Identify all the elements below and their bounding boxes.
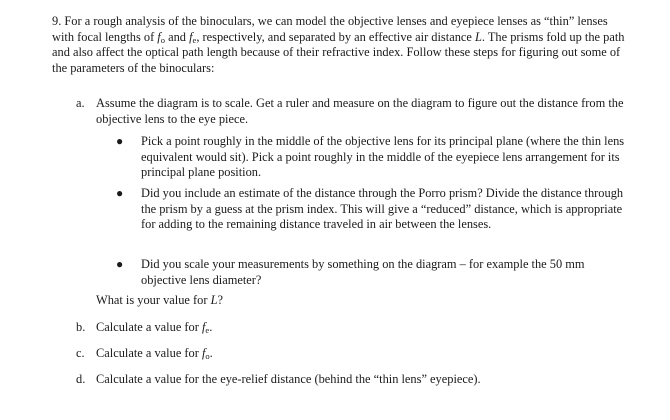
bullet-3 bbox=[116, 257, 626, 288]
bullet-icon: ● bbox=[116, 134, 124, 148]
part-d-text: Calculate a value for the eye-relief distance (behind the “thin lens” eyepiece). bbox=[96, 372, 481, 386]
bullet-text: Pick a point roughly in the middle of the objective lens for its principal plane (where the thin lens equivalent would sit). Pick a point roughly in the middle of the eyepiece lens arrangement for its principal plane position. bbox=[141, 134, 625, 180]
part-a-marker: a. bbox=[76, 96, 85, 110]
part-d bbox=[76, 372, 636, 388]
part-b-text: Calculate a value for $f_e$. bbox=[96, 320, 213, 335]
bullet-1 bbox=[116, 134, 626, 181]
part-d-marker: d. bbox=[76, 372, 86, 386]
part-b-marker: b. bbox=[76, 320, 86, 334]
bullet-icon: ● bbox=[116, 257, 124, 271]
problem-intro-text: 9. For a rough analysis of the binoculars, we can model the objective lenses and eyepiece lenses as “thin” lenses with focal lengths of $f_o$ and $f_e$, respectively, and separated by an effective air distance L. The prisms fold up the path and also affect the optical path length because of their refractive index. Follow these steps for figuring out some of the parameters of the binoculars: bbox=[52, 14, 625, 75]
part-c-text: Calculate a value for $f_o$. bbox=[96, 346, 213, 361]
part-c-marker: c. bbox=[76, 346, 85, 360]
bullet-icon: ● bbox=[116, 186, 124, 200]
part-a-text: Assume the diagram is to scale. Get a ruler and measure on the diagram to figure out the distance from the objective lens to the eye piece. bbox=[96, 96, 624, 126]
problem-number: 9. bbox=[52, 14, 62, 28]
problem-intro bbox=[52, 14, 632, 76]
bullet-2 bbox=[116, 186, 626, 233]
part-b bbox=[76, 320, 636, 336]
bullet-text: Did you include an estimate of the distance through the Porro prism? Divide the distance through the prism by a guess at the prism index. This will give a “reduced” distance, which is appropriate for adding to the remaining distance traveled in air between the lenses. bbox=[141, 186, 624, 232]
bullet-text: Did you scale your measurements by something on the diagram – for example the 50 mm objective lens diameter? bbox=[141, 257, 585, 287]
part-a-question: What is your value for L? bbox=[96, 293, 223, 307]
part-c bbox=[76, 346, 636, 362]
part-a bbox=[76, 96, 636, 127]
